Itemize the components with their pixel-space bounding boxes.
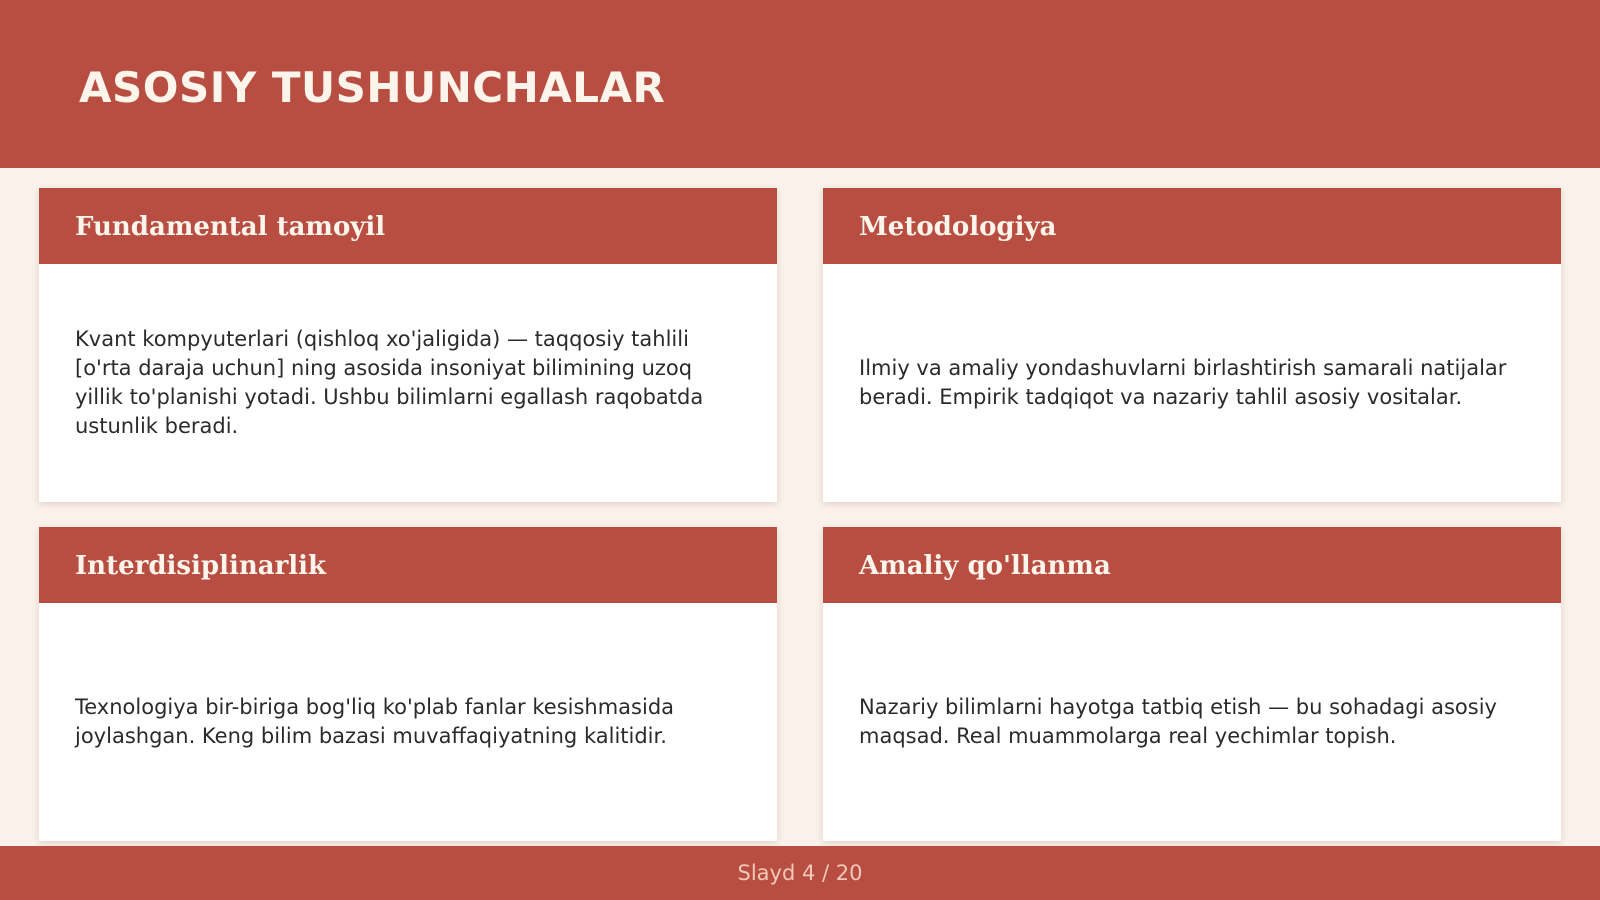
card-title: Fundamental tamoyil <box>75 212 386 242</box>
card-title: Metodologiya <box>859 212 1057 242</box>
card-body <box>75 603 737 841</box>
card-title: Amaliy qo'llanma <box>859 551 1111 581</box>
slide-footer <box>0 846 1600 900</box>
card-header <box>823 188 1561 264</box>
card-body <box>75 264 737 502</box>
slide-counter: Slayd 4 / 20 <box>737 861 863 885</box>
slide-header <box>0 0 1600 168</box>
card-body <box>859 603 1521 841</box>
concept-card-fundamental <box>39 188 777 502</box>
card-text: Kvant kompyuterlari (qishloq xo'jaligida) — taqqosiy tahlili [o'rta daraja uchun] ning asosida insoniyat bilimining uzoq yillik to'planishi yotadi. Ushbu bilimlarni egallash raqobatda ustunlik beradi. <box>75 327 704 438</box>
card-header <box>39 188 777 264</box>
card-text: Nazariy bilimlarni hayotga tatbiq etish — bu sohadagi asosiy maqsad. Real muammolarga real yechimlar topish. <box>859 695 1497 748</box>
card-text: Ilmiy va amaliy yondashuvlarni birlashtirish samarali natijalar beradi. Empirik tadqiqot va nazariy tahlil asosiy vositalar. <box>859 356 1507 409</box>
concept-card-methodology <box>823 188 1561 502</box>
card-header <box>823 527 1561 603</box>
concept-card-interdisciplinary <box>39 527 777 841</box>
slide-title: ASOSIY TUSHUNCHALAR <box>79 63 666 112</box>
card-body <box>859 264 1521 502</box>
card-text: Texnologiya bir-biriga bog'liq ko'plab fanlar kesishmasida joylashgan. Keng bilim bazasi muvaffaqiyatning kalitidir. <box>75 695 675 748</box>
card-title: Interdisiplinarlik <box>75 551 327 581</box>
concept-card-practical <box>823 527 1561 841</box>
card-header <box>39 527 777 603</box>
